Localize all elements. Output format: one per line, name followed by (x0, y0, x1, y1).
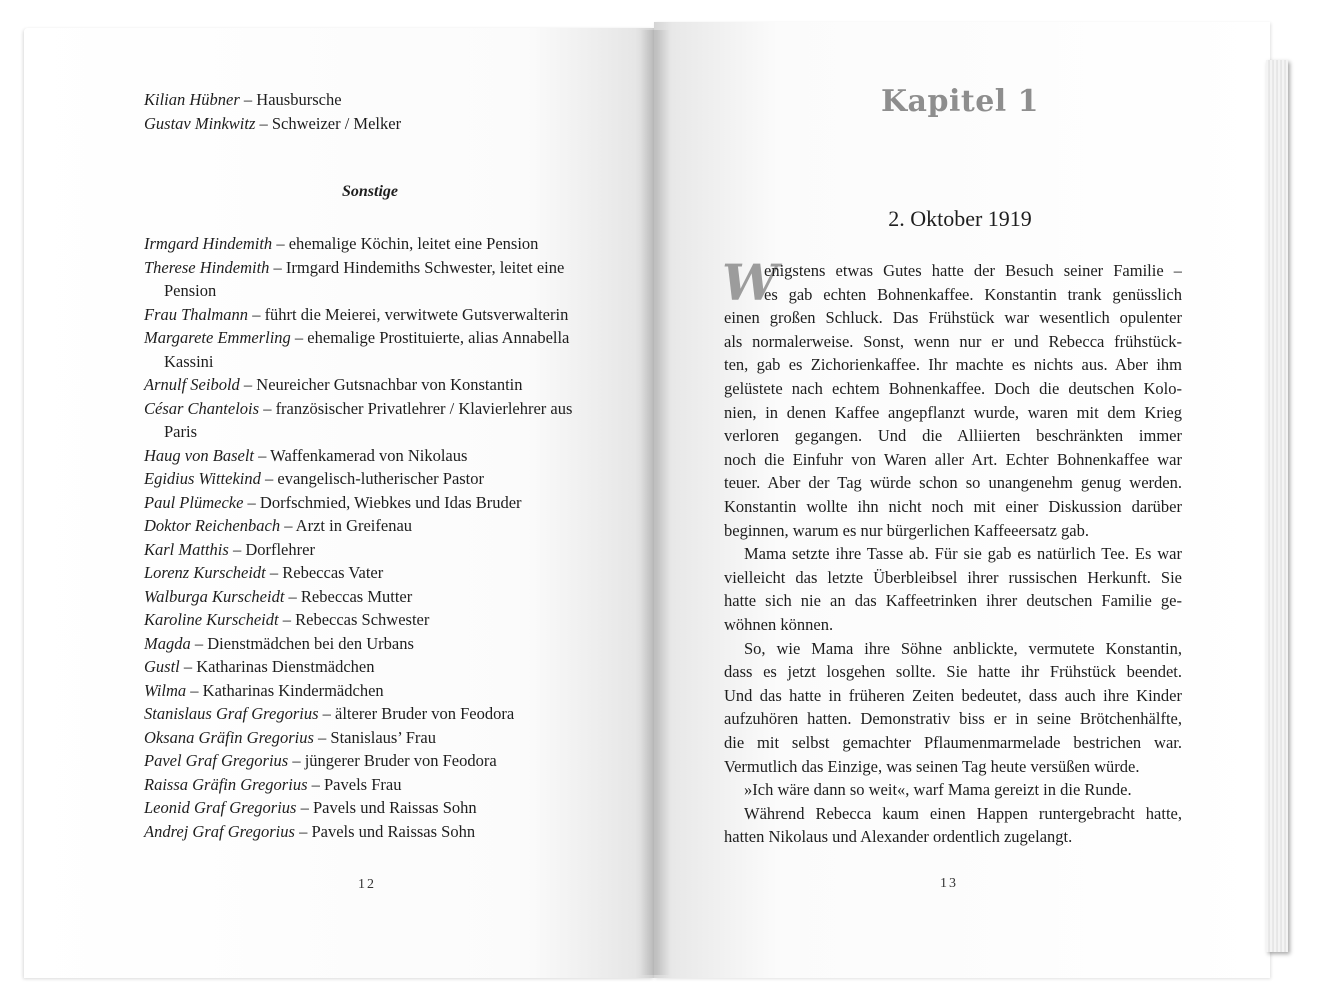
body-text-line: vielleicht das letzte Überbleibsel ihrer russischen Herkunft. Sie (724, 567, 1182, 587)
character-name: Gustav Minkwitz (144, 113, 256, 133)
body-text-line: es gab echten Bohnenkaffee. Konstantin trank genüsslich (764, 284, 1182, 304)
character-name: Kilian Hübner (144, 90, 240, 109)
character-role: – ehemalige Köchin, leitet eine Pension (272, 234, 539, 253)
cast-entry (144, 467, 484, 491)
drop-cap: W (722, 253, 779, 312)
character-name: Doktor Reichenbach (144, 516, 281, 535)
character-role: – Schweizer / Melker (255, 113, 402, 133)
body-text-line: teuer. Aber der Tag würde schon so unangenehm genug werden. (724, 473, 1182, 493)
character-role: – Stanislaus’ Frau (313, 727, 436, 747)
character-name: Karl Matthis (144, 539, 229, 559)
character-role: – Waffenkamerad von Nikolaus (253, 445, 468, 465)
character-name: Paul Plümecke (144, 492, 244, 512)
character-role: – ehemalige Prostituierte, alias Annabella (290, 328, 570, 347)
character-role: – Dorfschmied, Wiebkes und Idas Bruder (243, 492, 522, 512)
character-role: – führt die Meierei, verwitwete Gutsverwalterin (248, 304, 569, 324)
character-role: – Arzt in Greifenau (280, 516, 413, 535)
cast-entry (144, 256, 564, 280)
cast-entry (144, 514, 412, 538)
page-edges (1266, 60, 1288, 952)
cast-entry (144, 632, 414, 656)
character-name: Walburga Kurscheidt (144, 586, 285, 606)
chapter-title: Kapitel 1 (880, 84, 1040, 119)
character-role: – evangelisch-lutherischer Pastor (260, 469, 485, 488)
character-name: Andrej Graf Gregorius (144, 821, 295, 841)
character-name: Haug von Baselt (144, 445, 254, 465)
body-text-line: die mit selbst gemachter Pflaumenmarmelade bestrichen war. (724, 733, 1182, 752)
body-text-line: noch die Einfuhr von Waren aller Art. Echter Bohnenkaffee war (724, 449, 1182, 469)
character-name: Gustl (144, 657, 180, 676)
character-role: – jüngerer Bruder von Feodora (288, 751, 497, 770)
spine-gutter (640, 30, 670, 975)
character-role: – Pavels und Raissas Sohn (294, 821, 476, 841)
page-number-left: 12 (358, 877, 376, 892)
cast-entry (144, 796, 477, 820)
body-text-line: So, wie Mama ihre Söhne anblickte, vermutete Konstantin, (744, 638, 1182, 658)
body-text-line: Während Rebecca kaum einen Happen runtergebracht hatte, (744, 803, 1182, 823)
cast-entry (144, 726, 436, 750)
character-name: Frau Thalmann (144, 304, 249, 324)
character-name: Therese Hindemith (144, 257, 270, 277)
character-name: Egidius Wittekind (144, 469, 261, 488)
body-text-line: verloren gegangen. Und die Alliierten beschränkten immer (724, 426, 1182, 446)
cast-entry (144, 773, 401, 797)
cast-entry (144, 585, 412, 609)
cast-entry-continuation: Pension (164, 281, 217, 300)
cast-entry (144, 655, 375, 679)
cast-entry (144, 232, 538, 256)
character-name: César Chantelois (144, 398, 260, 418)
character-role: – älterer Bruder von Feodora (318, 704, 515, 723)
body-text-line: einen großen Schluck. Das Frühstück war wesentlich opulenter (724, 308, 1182, 328)
character-role: – Dorflehrer (228, 539, 315, 559)
section-heading: Sonstige (341, 183, 398, 200)
character-name: Wilma (144, 680, 187, 700)
cast-entry (144, 326, 569, 350)
character-name: Irmgard Hindemith (144, 234, 273, 253)
character-name: Margarete Emmerling (144, 328, 291, 347)
cast-entry (144, 112, 401, 136)
character-role: – französischer Privatlehrer / Klavierlehrer aus (259, 398, 573, 418)
body-text-line: dass es jetzt losgehen sollte. Sie hatte ihr Frühstück beendet. (724, 662, 1182, 682)
character-role: – Pavels und Raissas Sohn (296, 798, 477, 817)
character-role: – Rebeccas Schwester (278, 610, 430, 629)
cast-entry (144, 303, 568, 327)
body-text-line: Mama setzte ihre Tasse ab. Für sie gab es natürlich Tee. Es war (744, 544, 1182, 564)
body-text-line: Konstantin wollte ihn nicht noch mit einer Diskussion darüber (724, 497, 1182, 516)
character-role: – Hausbursche (239, 90, 342, 109)
cast-entry (144, 88, 342, 112)
character-role: – Katharinas Kindermädchen (186, 680, 384, 700)
body-text-line: beginnen, warum es nur bürgerlichen Kaffeeersatz gab. (724, 520, 1089, 540)
character-role: – Irmgard Hindemiths Schwester, leitet eine (269, 257, 565, 277)
page-number-right: 13 (940, 876, 958, 891)
character-name: Raissa Gräfin Gregorius (144, 774, 308, 794)
character-name: Karoline Kurscheidt (144, 610, 279, 629)
cast-entry (144, 820, 475, 844)
body-text-line: Und das hatte in früheren Zeiten bedeutet, dass auch ihre Kinder (724, 685, 1182, 705)
cast-entry (144, 561, 383, 585)
character-role: – Neureicher Gutsnachbar von Konstantin (239, 375, 523, 394)
body-text-line: gelüstete nach echtem Bohnenkaffee. Doch die deutschen Kolo- (724, 379, 1182, 398)
date-heading: 2. Oktober 1919 (888, 206, 1032, 231)
character-name: Magda (144, 633, 191, 653)
character-name: Stanislaus Graf Gregorius (144, 704, 319, 723)
cast-entry (144, 679, 384, 703)
character-name: Leonid Graf Gregorius (144, 798, 297, 817)
body-text-line: ten, gab es Zichorienkaffee. Ihr machte es nichts aus. Aber ihm (724, 355, 1182, 375)
cast-entry (144, 538, 315, 562)
body-text-line: wöhnen können. (724, 615, 834, 634)
cast-entry (144, 444, 467, 468)
body-text-line: nien, in denen Kaffee angepflanzt wurde, waren mit dem Krieg (724, 402, 1182, 422)
character-name: Pavel Graf Gregorius (144, 751, 289, 770)
cast-entry-continuation: Paris (164, 422, 197, 441)
cast-entry (144, 702, 514, 726)
character-role: – Rebeccas Mutter (284, 586, 413, 606)
character-name: Oksana Gräfin Gregorius (144, 727, 314, 747)
cast-entry (144, 608, 429, 632)
cast-entry (144, 397, 572, 421)
body-text-line: hatten Nikolaus und Alexander ordentlich zugelangt. (724, 827, 1073, 847)
character-role: – Rebeccas Vater (265, 563, 384, 582)
cast-entry-continuation: Kassini (164, 351, 214, 371)
character-role: – Dienstmädchen bei den Urbans (190, 633, 414, 653)
cast-entry (144, 373, 523, 397)
body-text-line: Vermutlich das Einzige, was seinen Tag heute versüßen würde. (724, 756, 1140, 776)
body-text-line: enigstens etwas Gutes hatte der Besuch seiner Familie – (764, 261, 1182, 280)
character-name: Arnulf Seibold (144, 375, 240, 394)
cast-entry (144, 491, 522, 515)
body-text-line: aufzuhören hatten. Demonstrativ biss er in seine Brötchenhälfte, (724, 709, 1182, 729)
character-role: – Pavels Frau (307, 774, 402, 794)
body-text-line: »Ich wäre dann so weit«, warf Mama gereizt in die Runde. (744, 780, 1132, 800)
body-text-line: als normalerweise. Sonst, wenn nur er und Rebecca frühstück- (724, 331, 1182, 351)
character-role: – Katharinas Dienstmädchen (179, 657, 375, 676)
body-text-line: hatte sich nie an das Kaffeetrinken ihrer deutschen Familie ge- (724, 591, 1182, 611)
cast-entry (144, 749, 497, 773)
character-name: Lorenz Kurscheidt (144, 563, 266, 582)
